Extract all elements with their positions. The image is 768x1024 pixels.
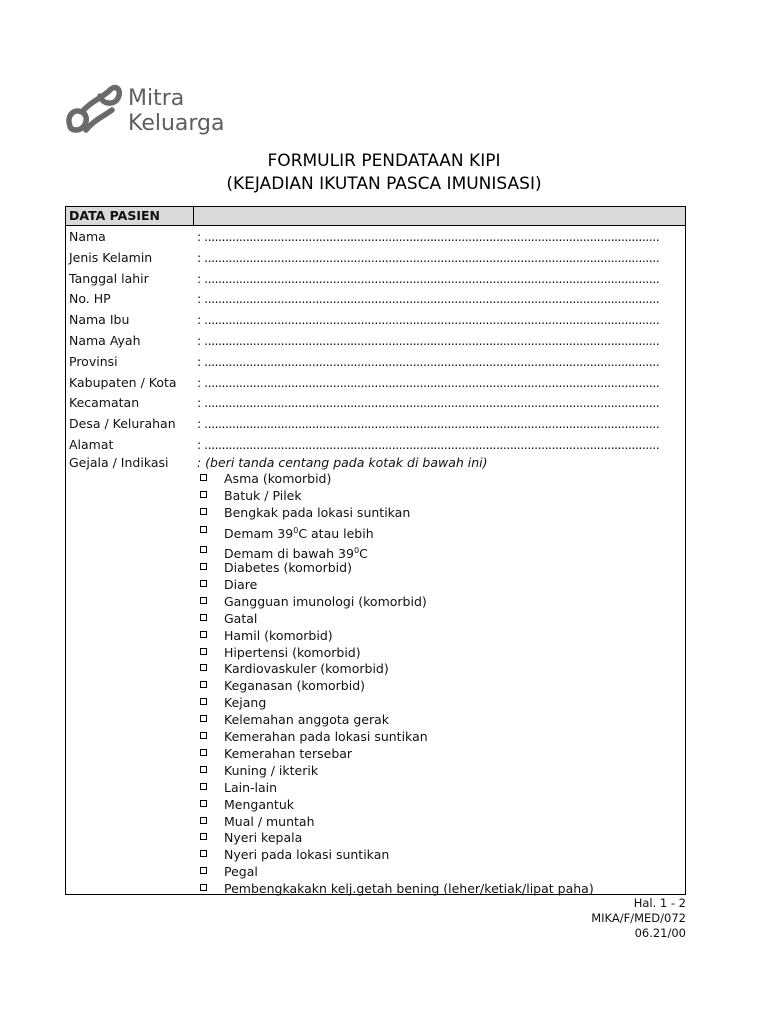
gejala-label: Gejala / Indikasi [69, 455, 169, 470]
mitra-keluarga-logo-mark-icon [64, 76, 126, 140]
symptom-label [224, 522, 374, 542]
field-input-blank[interactable]: : ................................................................................................................................... [197, 395, 660, 411]
page-number: Hal. 1 - 2 [633, 896, 686, 910]
symptom-label: Kardiovaskuler (komorbid) [224, 661, 389, 677]
checkbox[interactable] [200, 614, 207, 621]
field-row [66, 434, 685, 455]
checkbox[interactable] [200, 648, 207, 655]
symptom-label: Diabetes (komorbid) [224, 560, 352, 575]
symptom-label: Nyeri kepala [224, 830, 303, 846]
field-row [66, 413, 685, 434]
checkbox[interactable] [200, 491, 207, 498]
symptom-label: Hipertensi (komorbid) [224, 644, 361, 660]
field-label: Nama [69, 229, 106, 244]
symptom-label: Nyeri pada lokasi suntikan [224, 847, 390, 863]
symptom-label: Gatal [224, 610, 258, 626]
field-input-blank[interactable]: : ................................................................................................................................... [197, 249, 660, 265]
checkbox[interactable] [200, 732, 207, 739]
form-version: 06.21/00 [634, 926, 686, 940]
checkbox[interactable] [200, 817, 207, 824]
checkbox[interactable] [200, 597, 207, 604]
symptom-label: Diare [224, 576, 258, 592]
checkbox[interactable] [200, 681, 207, 688]
field-row [66, 247, 685, 268]
checkbox[interactable] [200, 867, 207, 874]
field-input-blank[interactable]: : ................................................................................................................................... [197, 229, 660, 244]
field-row [66, 351, 685, 372]
form-title-line2: (KEJADIAN IKUTAN PASCA IMUNISASI) [226, 174, 542, 194]
checkbox[interactable] [200, 698, 207, 705]
field-label: Tanggal lahir [69, 270, 149, 286]
field-input-blank[interactable]: : ................................................................................................................................... [197, 374, 660, 390]
demam-bawah-suffix: C [359, 546, 368, 562]
field-label: Desa / Kelurahan [69, 416, 176, 432]
section-header-label: DATA PASIEN [69, 208, 161, 223]
demam-bawah-sup: 0 [353, 546, 360, 555]
symptom-label: Bengkak pada lokasi suntikan [224, 504, 411, 520]
patient-data-form [65, 206, 686, 895]
field-input-blank[interactable]: : ................................................................................................................................... [197, 270, 660, 286]
symptom-label: Hamil (komorbid) [224, 627, 333, 643]
symptom-label: Kemerahan tersebar [224, 745, 353, 761]
field-label: Nama Ibu [69, 312, 130, 328]
form-code: MIKA/F/MED/072 [591, 911, 686, 925]
demam-39-suffix: C atau lebih [298, 526, 374, 542]
field-label: Nama Ayah [69, 333, 141, 348]
symptom-label: Batuk / Pilek [224, 487, 302, 503]
logo-text-line1: Mitra [128, 86, 185, 111]
field-row [66, 372, 685, 393]
logo-text [128, 86, 225, 136]
symptom-label: Asma (komorbid) [224, 471, 332, 486]
gejala-instruction: : (beri tanda centang pada kotak di bawah ini) [197, 455, 488, 470]
symptom-label: Gangguan imunologi (komorbid) [224, 593, 427, 609]
header-column-divider [193, 207, 194, 226]
symptom-label: Kejang [224, 695, 267, 711]
field-row [66, 330, 685, 351]
demam-39-sup: 0 [293, 526, 299, 535]
field-label: Alamat [69, 437, 114, 452]
checkbox[interactable] [200, 884, 207, 891]
section-header [66, 207, 685, 226]
symptom-label: Pegal [224, 864, 258, 880]
page-footer [591, 896, 686, 941]
checkbox[interactable] [200, 631, 207, 638]
checkbox[interactable] [200, 664, 207, 671]
field-label: Kabupaten / Kota [69, 374, 177, 390]
symptom-label: Kelemahan anggota gerak [224, 712, 390, 728]
checkbox[interactable] [200, 766, 207, 773]
field-input-blank[interactable]: : ................................................................................................................................... [197, 416, 660, 432]
checkbox[interactable] [200, 800, 207, 807]
field-input-blank[interactable]: : ................................................................................................................................... [197, 437, 660, 452]
field-label: Kecamatan [69, 395, 140, 411]
field-row [66, 268, 685, 289]
symptom-label: Kemerahan pada lokasi suntikan [224, 729, 428, 744]
symptom-label: Lain-lain [224, 779, 278, 795]
field-row [66, 288, 685, 309]
field-input-blank[interactable]: : ................................................................................................................................... [197, 353, 660, 369]
form-title-line1: FORMULIR PENDATAAN KIPI [267, 151, 501, 171]
symptom-label: Pembengkakakn kelj.getah bening (leher/ketiak/lipat paha) [224, 881, 594, 897]
checkbox[interactable] [200, 749, 207, 756]
checkbox[interactable] [200, 715, 207, 722]
logo-text-line2: Keluarga [128, 111, 225, 136]
checkbox[interactable] [200, 546, 207, 553]
field-input-blank[interactable]: : ................................................................................................................................... [197, 333, 660, 348]
demam-39-prefix: Demam 39 [224, 526, 294, 542]
field-row [66, 226, 685, 247]
checkbox[interactable] [200, 833, 207, 840]
symptom-label: Mual / muntah [224, 813, 315, 829]
field-input-blank[interactable]: : ................................................................................................................................... [197, 312, 660, 328]
checkbox[interactable] [200, 580, 207, 587]
symptom-label: Mengantuk [224, 796, 294, 812]
checkbox[interactable] [200, 850, 207, 857]
field-label: Provinsi [69, 353, 118, 369]
mitra-keluarga-logo [64, 76, 264, 146]
checkbox[interactable] [200, 508, 207, 515]
checkbox[interactable] [200, 474, 207, 481]
field-row [66, 392, 685, 413]
form-title [0, 150, 768, 196]
field-row [66, 309, 685, 330]
checkbox[interactable] [200, 526, 207, 533]
checkbox[interactable] [200, 783, 207, 790]
checkbox[interactable] [200, 563, 207, 570]
field-label: No. HP [69, 291, 111, 307]
field-input-blank[interactable]: : ................................................................................................................................... [197, 291, 660, 307]
symptom-label: Kuning / ikterik [224, 762, 319, 778]
symptom-label: Keganasan (komorbid) [224, 678, 366, 694]
field-label: Jenis Kelamin [69, 249, 153, 265]
demam-bawah-prefix: Demam di bawah 39 [224, 546, 354, 562]
